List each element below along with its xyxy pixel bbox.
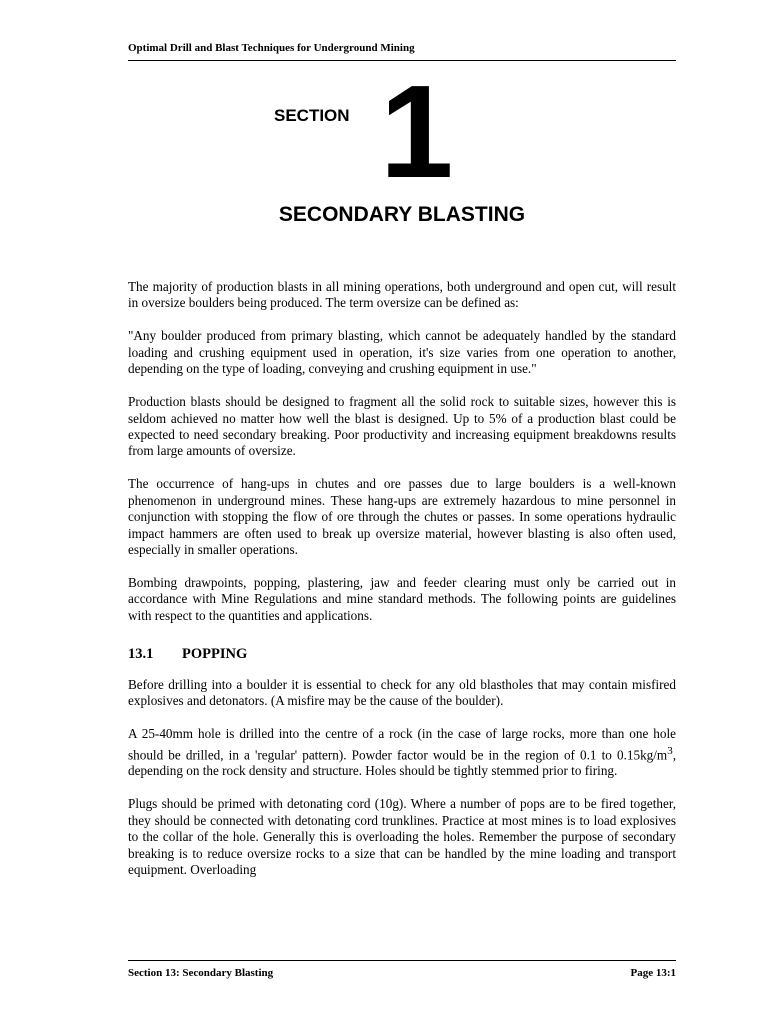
subsection-title: POPPING: [182, 646, 248, 663]
stemming-text: , depending on the rock density and structure. Holes should be tightly stemmed prior to firing.: [128, 746, 676, 779]
paragraph-definition-quote: "Any boulder produced from primary blasting, which cannot be adequately handled by the standard loading and crushing equipment used in operation, it's size varies from one operation to another, depending on the type of loading, conveying and crushing equipment in use.": [128, 328, 676, 377]
page-footer: [128, 960, 676, 979]
subsection-number: 13.1: [128, 646, 154, 663]
document-body: [128, 279, 676, 895]
powder-factor-text: A 25-40mm hole is drilled into the centre of a rock (in the case of large rocks, more than one hole should be drilled, in a 'regular' pattern). Powder factor would be in the region of 0.1 to 0.15kg/m: [128, 726, 676, 762]
paragraph-hang-ups: The occurrence of hang-ups in chutes and ore passes due to large boulders is a well-known phenomenon in underground mines. These hang-ups are extremely hazardous to mine personnel in conjunction with stopping the flow of ore through the chutes or passes. In some operations hydraulic impact hammers are often used to break up oversize material, however blasting is also often used, especially in smaller operations.: [128, 476, 676, 558]
footer-section: Section 13: Secondary Blasting: [128, 967, 274, 979]
section-number: 1: [380, 58, 454, 205]
section-label: SECTION: [274, 106, 350, 125]
paragraph-intro: The majority of production blasts in all mining operations, both underground and open cut, will result in oversize boulders being produced. The term oversize can be defined as:: [128, 279, 676, 311]
page-title: SECONDARY BLASTING: [278, 203, 526, 226]
paragraph-plugs: Plugs should be primed with detonating cord (10g). Where a number of pops are to be fired together, they should be connected with detonating cord trunklines. Practice at most mines is to load explosives to the collar of the hole. Generally this is overloading the holes. Remember the purpose of secondary breaking is to reduce oversize rocks to a size that can be handled by the mine loading and transport equipment. Overloading: [128, 796, 676, 877]
paragraph-production-blasts: Production blasts should be designed to fragment all the solid rock to suitable sizes, however this is seldom achieved no matter how well the blast is designed. Up to 5% of a production blast could be expected to need secondary breaking. Poor productivity and increasing equipment breakdowns results from large amounts of oversize.: [128, 394, 676, 459]
paragraph-guidelines: Bombing drawpoints, popping, plastering, jaw and feeder clearing must only be carried out in accordance with Mine Regulations and mine standard methods. The following points are guidelines with respect to the quantities and applications.: [128, 575, 676, 623]
page-number: Page 13:1: [630, 967, 676, 979]
superscript-3: 3: [667, 744, 673, 757]
subsection-heading: [128, 646, 676, 662]
running-header: Optimal Drill and Blast Techniques for Underground Mining: [128, 42, 676, 61]
paragraph-hole-drilling: [128, 726, 676, 780]
paragraph-misfire-check: Before drilling into a boulder it is essential to check for any old blastholes that may contain misfired explosives and detonators. (A misfire may be the cause of the boulder).: [128, 676, 676, 709]
